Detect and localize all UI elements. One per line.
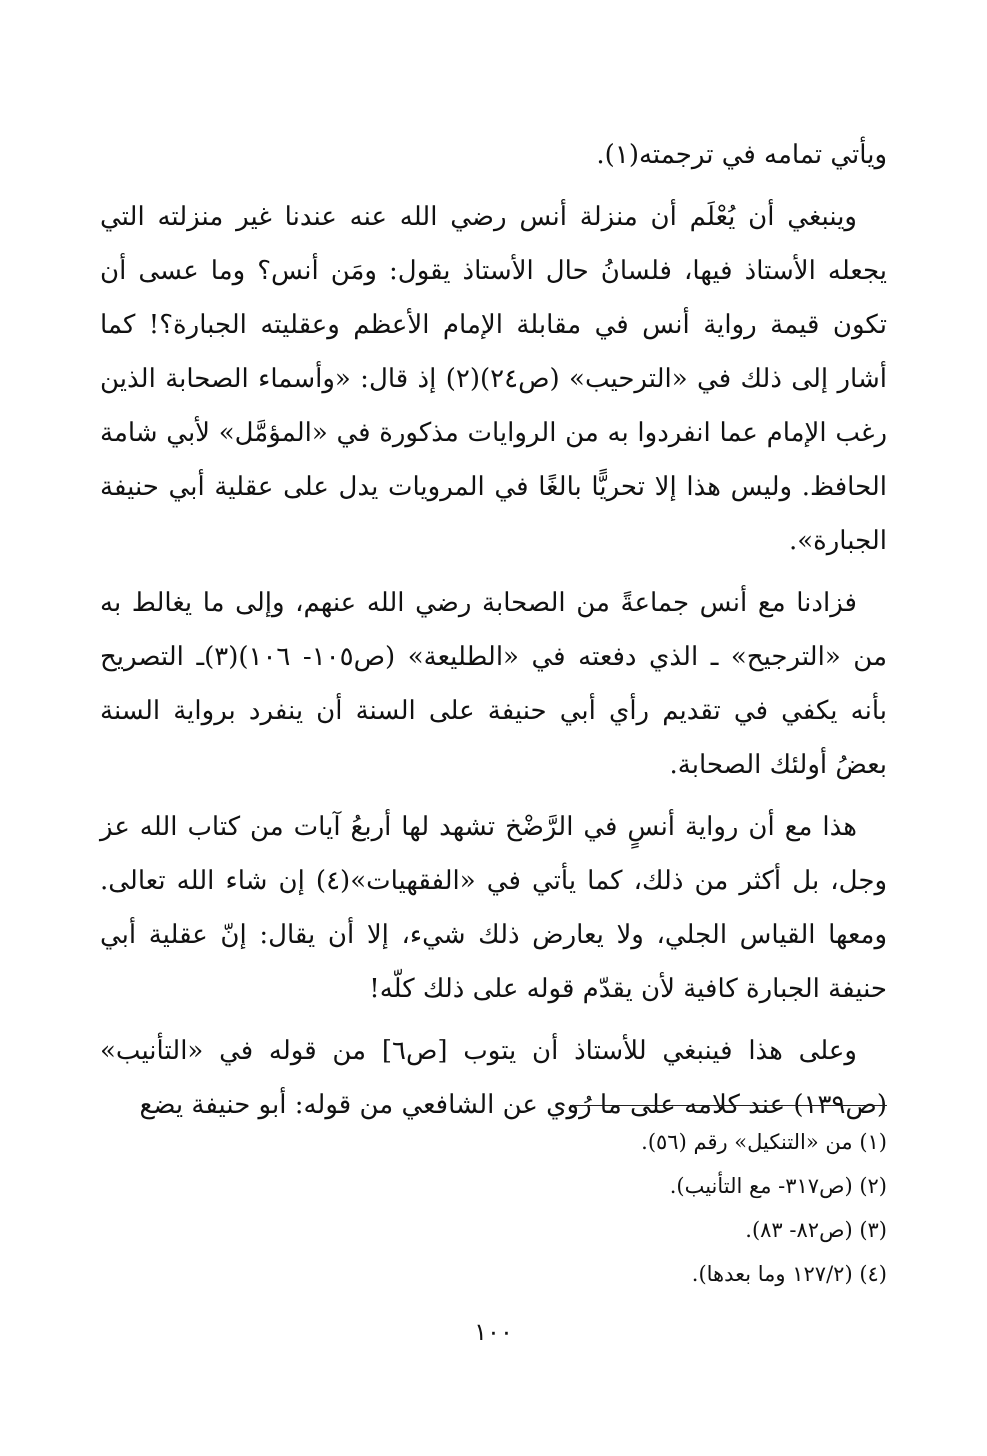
footnotes	[300, 1120, 887, 1296]
paragraph-1: ويأتي تمامه في ترجمته(١).	[596, 140, 887, 170]
paragraph-4: هذا مع أن رواية أنسٍ في الرَّضْخ تشهد لها أربعُ آيات من كتاب الله عز وجل، بل أكثر من ذلك، كما يأتي في «الفقهيات»(٤) إن شاء الله تعالى. ومعها القياس الجلي، ولا يعارض ذلك شيء، إلا أن يقال: إنّ عقلية أبي حنيفة الجبارة كافية لأن يقدّم قوله على ذلك كلّه!	[100, 812, 887, 1004]
main-text	[100, 128, 887, 1140]
footnote-4: (٤) (١٢٧/٢ وما بعدها).	[691, 1262, 887, 1286]
footnote-3: (٣) (ص٨٢- ٨٣).	[745, 1218, 887, 1242]
footnote-1: (١) من «التنكيل» رقم (٥٦).	[641, 1130, 887, 1154]
paragraph-5: وعلى هذا فينبغي للأستاذ أن يتوب [ص٦] من قوله في «التأنيب» (ص١٣٩) عند كلامه على ما رُوي عن الشافعي من قوله: أبو حنيفة يضع	[100, 1036, 887, 1120]
footnote-2: (٢) (ص٣١٧- مع التأنيب).	[669, 1174, 887, 1198]
page-number: ١٠٠	[474, 1318, 513, 1346]
footnote-separator	[570, 1105, 887, 1106]
paragraph-2: وينبغي أن يُعْلَم أن منزلة أنس رضي الله عنه عندنا غير منزلته التي يجعله الأستاذ فيها، فلسانُ حال الأستاذ يقول: ومَن أنس؟ وما عسى أن تكون قيمة رواية أنس في مقابلة الإمام الأعظم وعقليته الجبارة؟! كما أشار إلى ذلك في «الترحيب» (ص٢٤)(٢) إذ قال: «وأسماء الصحابة الذين رغب الإمام عما انفردوا به من الروايات مذكورة في «المؤمَّل» لأبي شامة الحافظ. وليس هذا إلا تحريًّا بالغًا في المرويات يدل على عقلية أبي حنيفة الجبارة».	[100, 202, 887, 556]
paragraph-3: فزادنا مع أنس جماعةً من الصحابة رضي الله عنهم، وإلى ما يغالط به من «الترجيح» ـ الذي دفعته في «الطليعة» (ص١٠٥- ١٠٦)(٣)ـ التصريح بأنه يكفي في تقديم رأي أبي حنيفة على السنة أن ينفرد برواية السنة بعضُ أولئك الصحابة.	[100, 588, 887, 780]
